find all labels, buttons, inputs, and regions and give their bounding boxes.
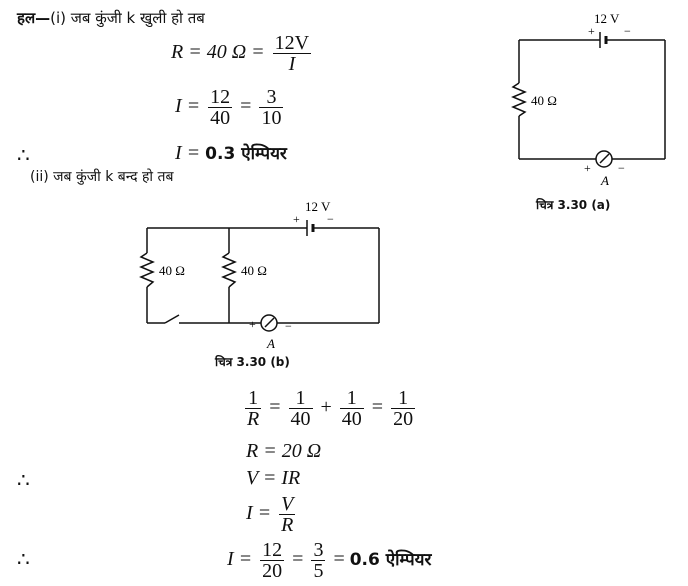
solution-heading: हल— (17, 9, 51, 27)
eq2-den2: 10 (261, 107, 282, 129)
eq2-equals: = (240, 95, 252, 118)
f3-den: 40 (341, 408, 362, 430)
therefore-symbol-2: ∴ (17, 470, 30, 492)
line4-den: R (281, 514, 294, 536)
line4-lhs: I = (246, 502, 272, 525)
circuit-figure-b (135, 195, 390, 355)
line5-den2: 5 (313, 560, 324, 582)
frac-v-over-r (279, 494, 295, 535)
therefore-symbol-3: ∴ (17, 549, 30, 571)
battery-plus-b: + (293, 212, 300, 226)
ammeter-plus-b: + (249, 317, 256, 331)
ammeter-label-b: A (267, 336, 275, 351)
resistor-a (513, 83, 525, 116)
resistor-label-a: 40 Ω (531, 93, 557, 108)
line5-num1: 12 (262, 539, 283, 561)
resistor-1-label-b: 40 Ω (159, 263, 185, 278)
parallel-equals-1: = (269, 396, 281, 419)
result-open (175, 141, 287, 165)
result-value: 0.3 ऐम्पियर (205, 144, 287, 164)
line4-num: V (281, 493, 294, 515)
result-lhs: I = (175, 142, 201, 164)
ammeter-minus-a: − (618, 161, 625, 175)
frac-1-over-40-a (289, 388, 313, 429)
equation-r-open (171, 33, 314, 74)
final-result-value: 0.6 ऐम्पियर (349, 550, 432, 571)
equation-parallel (242, 388, 418, 429)
battery-minus-b: − (327, 212, 334, 226)
eq2-fraction-1 (208, 87, 232, 128)
f4-num: 1 (391, 388, 415, 409)
eq1-lhs: R = 40 Ω = (171, 41, 265, 64)
eq2-fraction-2 (259, 87, 283, 128)
frac-1-over-20 (391, 388, 415, 429)
f2-num: 1 (289, 388, 313, 409)
ammeter-minus-b: − (285, 319, 292, 333)
eq2-num2: 3 (259, 87, 283, 108)
eq1-den: I (288, 53, 296, 75)
parallel-equals-2: = (371, 396, 384, 419)
f1-den: R (247, 408, 260, 430)
voltage-label-a: 12 V (594, 11, 620, 26)
solution-heading-line (17, 8, 205, 28)
line5-lhs: I = (227, 548, 253, 571)
f1-num: 1 (245, 388, 261, 409)
voltage-label-b: 12 V (305, 199, 331, 214)
ammeter-label-a: A (601, 173, 609, 188)
resistor-2-b (223, 253, 235, 287)
condition-closed: (ii) जब कुंजी k बन्द हो तब (30, 169, 174, 185)
frac-12-over-20 (260, 540, 284, 581)
eq1-num: 12V (274, 32, 310, 54)
line5-equals-2: = (333, 548, 345, 571)
resistor-1-b (141, 253, 153, 287)
f4-den: 20 (393, 408, 414, 430)
frac-3-over-5 (311, 540, 325, 581)
equation-i-open (175, 87, 286, 128)
line5-equals-1: = (292, 548, 304, 571)
f2-den: 40 (290, 408, 311, 430)
eq2-lhs: I = (175, 95, 201, 118)
ohms-law: V = IR (246, 467, 301, 489)
battery-minus-a: − (624, 24, 631, 38)
therefore-symbol-1: ∴ (17, 145, 30, 167)
line5-den1: 20 (262, 560, 283, 582)
condition-open: (i) जब कुंजी k खुली हो तब (50, 9, 205, 27)
equation-r-closed: R = 20 Ω (246, 440, 322, 462)
frac-1-over-40-b (340, 388, 364, 429)
frac-1-over-r (245, 388, 261, 429)
ammeter-plus-a: + (584, 161, 591, 175)
ammeter-needle-a (600, 154, 609, 163)
line5-num2: 3 (313, 539, 324, 561)
key-switch-b (165, 315, 179, 323)
battery-plus-a: + (588, 24, 595, 38)
eq2-num1: 12 (210, 86, 231, 108)
circuit-figure-a (505, 5, 680, 220)
f3-num: 1 (340, 388, 364, 409)
parallel-plus: + (320, 396, 332, 419)
resistor-2-label-b: 40 Ω (241, 263, 267, 278)
caption-figure-b: चित्र 3.30 (b) (215, 355, 290, 369)
equation-final-current (227, 540, 431, 581)
equation-i-ratio (246, 494, 298, 535)
caption-figure-a: चित्र 3.30 (a) (536, 198, 611, 212)
ammeter-needle-b (265, 318, 274, 327)
eq2-den1: 40 (210, 107, 231, 129)
eq1-fraction (273, 33, 311, 74)
